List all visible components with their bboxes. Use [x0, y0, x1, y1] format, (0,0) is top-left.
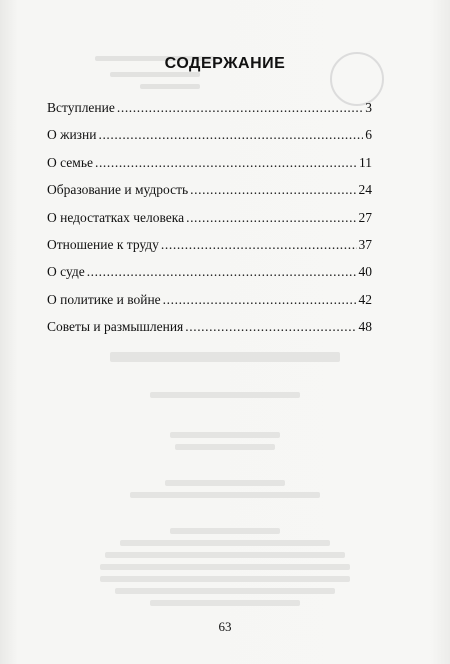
- page-title: СОДЕРЖАНИЕ: [164, 55, 286, 72]
- toc-leader-dots: [163, 292, 357, 308]
- toc-entry[interactable]: [47, 319, 372, 346]
- toc-entry-title: Отношение к труду: [47, 236, 159, 252]
- show-through-block: [170, 528, 280, 534]
- show-through-block: [100, 576, 350, 582]
- toc-entry-title: О семье: [47, 154, 93, 170]
- toc-leader-dots: [190, 182, 356, 198]
- show-through-block: [130, 492, 320, 498]
- toc-entry-title: О недостатках человека: [47, 209, 185, 225]
- toc-entry[interactable]: [47, 155, 372, 182]
- show-through-block: [110, 352, 340, 362]
- toc-entry-page: 42: [358, 291, 372, 307]
- show-through-block: [175, 444, 275, 450]
- toc-leader-dots: [117, 100, 363, 116]
- toc-entry-page: 6: [365, 127, 372, 143]
- show-through-line: [140, 84, 200, 89]
- toc-entry-page: 40: [358, 264, 372, 280]
- toc-entry[interactable]: [47, 100, 372, 127]
- toc-leader-dots: [186, 210, 356, 226]
- toc-entry-page: 24: [358, 182, 372, 198]
- show-through-block: [150, 600, 300, 606]
- show-through-block: [115, 588, 335, 594]
- toc-entry[interactable]: [47, 210, 372, 237]
- toc-entry-title: О жизни: [47, 127, 97, 143]
- toc-entry[interactable]: [47, 264, 372, 291]
- toc-leader-dots: [98, 127, 363, 143]
- show-through-block: [170, 432, 280, 438]
- toc-entry-title: Вступление: [47, 100, 115, 115]
- toc-entry-page: 48: [358, 319, 372, 335]
- show-through-block: [100, 564, 350, 570]
- page-number: 63: [218, 619, 232, 634]
- show-through-block: [105, 552, 345, 558]
- show-through-block: [165, 480, 285, 486]
- toc-entry-title: Советы и размышления: [47, 319, 184, 335]
- toc-entry-page: 37: [358, 236, 372, 252]
- toc-entry-title: О политике и войне: [47, 291, 161, 307]
- toc-entry-page: 27: [358, 209, 372, 225]
- show-through-block: [150, 392, 300, 398]
- toc-entry[interactable]: [47, 237, 372, 264]
- toc-entry[interactable]: [47, 182, 372, 209]
- toc-entry-title: Образование и мудрость: [47, 182, 189, 198]
- toc-entry-page: 11: [359, 154, 372, 170]
- show-through-block: [120, 540, 330, 546]
- toc-leader-dots: [87, 264, 357, 280]
- toc-leader-dots: [95, 155, 357, 171]
- toc-entry-title: О суде: [47, 264, 85, 280]
- toc-entry-page: 3: [365, 100, 372, 115]
- table-of-contents: [47, 100, 372, 347]
- toc-leader-dots: [161, 237, 357, 253]
- toc-leader-dots: [185, 319, 356, 335]
- toc-entry[interactable]: [47, 292, 372, 319]
- toc-entry[interactable]: [47, 127, 372, 154]
